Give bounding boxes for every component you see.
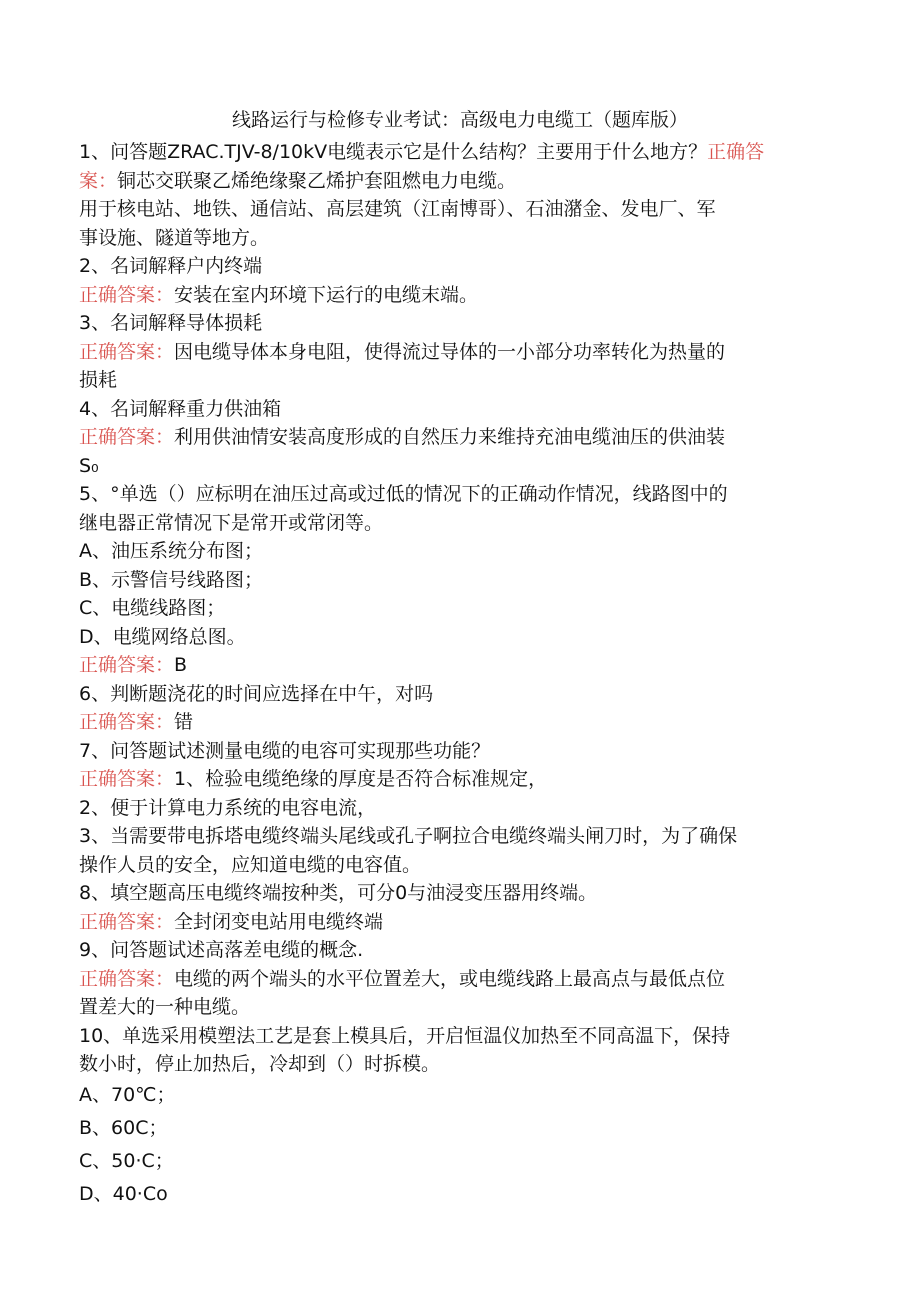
q3-answer-text: 因电缆导体本身电阻，使得流过导体的一小部分功率转化为热量的 [174, 340, 726, 363]
q1-answer-line-2: 用于核电站、地铁、通信站、高层建筑（江南博哥）、石油潴金、发电厂、军 [79, 198, 716, 220]
q9-answer [79, 965, 831, 994]
answer-label: 案： [79, 169, 118, 192]
answer-label: 正确答案： [79, 910, 175, 933]
q9-answer-line-2: 置差大的一种电缆。 [79, 996, 251, 1018]
q7-answer-line-3: 3、当需要带电拆塔电缆终端头尾线或孔子啊拉合电缆终端头闸刀时，为了确保 [79, 825, 738, 847]
document-title: 线路运行与检修专业考试：高级电力电缆工（题库版） [231, 109, 688, 131]
q5-question: 5、°单选（）应标明在油压过高或过低的情况下的正确动作情况，线路图中的 [79, 483, 728, 505]
answer-label: 正确答案： [79, 768, 175, 790]
q2-answer-text: 安装在室内环境下运行的电缆末端。 [174, 283, 479, 306]
q2-question: 2、名词解释户内终端 [79, 255, 263, 277]
q10-question: 10、单选采用模塑法工艺是套上模具后，开启恒温仪加热至不同高温下，保持 [79, 1024, 731, 1047]
answer-label: 正确答案： [79, 711, 175, 733]
q1-answer-line [79, 167, 831, 196]
q5-option-c: C、电缆线路图； [79, 597, 226, 619]
q8-answer [79, 908, 831, 937]
q5-answer-text: B [174, 654, 188, 676]
q3-question: 3、名词解释导体损耗 [79, 312, 263, 334]
q1-question [79, 138, 831, 167]
q1-answer-text: 铜芯交联聚乙烯绝缘聚乙烯护套阻燃电力电缆。 [117, 169, 517, 192]
q1-answer-line-3: 事设施、隧道等地方。 [79, 226, 270, 249]
q6-answer-text: 错 [174, 711, 194, 733]
q10-option-a: A、70℃； [79, 1083, 176, 1106]
answer-label: 正确答 [707, 141, 765, 163]
q10-option-b: B、60C； [79, 1116, 168, 1139]
q5-question-line-2: 继电器正常情况下是常开或常闭等。 [79, 511, 384, 534]
q7-answer [79, 765, 831, 794]
q5-answer [79, 651, 831, 680]
answer-label: 正确答案： [79, 340, 175, 363]
q4-answer-text: 利用供油情安装高度形成的自然压力来维持充油电缆油压的供油装 [174, 426, 726, 448]
q5-option-a: A、油压系统分布图； [79, 540, 263, 562]
q6-answer [79, 708, 831, 737]
q7-question: 7、问答题试述测量电缆的电容可实现那些功能？ [79, 739, 491, 762]
answer-label: 正确答案： [79, 283, 175, 306]
q8-answer-text: 全封闭变电站用电缆终端 [174, 910, 384, 933]
q4-question: 4、名词解释重力供油箱 [79, 397, 282, 420]
q1-question-text: 1、问答题ZRAC.TJV-8/10kV电缆表示它是什么结构？主要用于什么地方？ [79, 141, 708, 163]
q7-answer-line-4: 操作人员的安全，应知道电缆的电容值。 [79, 853, 422, 876]
question-list [79, 138, 831, 1211]
q7-answer-text: 1、检验电缆绝缘的厚度是否符合标准规定， [174, 768, 548, 790]
q5-option-d: D、电缆网络总图。 [79, 625, 246, 648]
q5-option-b: B、示警信号线路图； [79, 568, 264, 591]
q6-question: 6、判断题浇花的时间应选择在中午，对吗 [79, 682, 434, 705]
q3-answer [79, 338, 831, 367]
q9-question: 9、问答题试述高落差电缆的概念. [79, 939, 364, 961]
answer-label: 正确答案： [79, 426, 175, 448]
q4-answer [79, 423, 831, 452]
answer-label: 正确答案： [79, 967, 175, 990]
q10-option-d: D、40·Co [79, 1182, 168, 1205]
q9-answer-text: 电缆的两个端头的水平位置差大，或电缆线路上最高点与最低点位 [174, 967, 726, 990]
q7-answer-line-2: 2、便于计算电力系统的电容电流， [79, 796, 377, 819]
q2-answer [79, 281, 831, 310]
q8-question: 8、填空题高压电缆终端按种类，可分0与油浸变压器用终端。 [79, 882, 598, 904]
q10-question-line-2: 数小时，停止加热后，冷却到（）时拆模。 [79, 1053, 441, 1075]
q3-answer-line-2: 损耗 [79, 369, 118, 391]
answer-label: 正确答案： [79, 654, 175, 676]
q10-option-c: C、50·C； [79, 1149, 174, 1172]
q4-answer-line-2: S₀ [79, 454, 99, 477]
